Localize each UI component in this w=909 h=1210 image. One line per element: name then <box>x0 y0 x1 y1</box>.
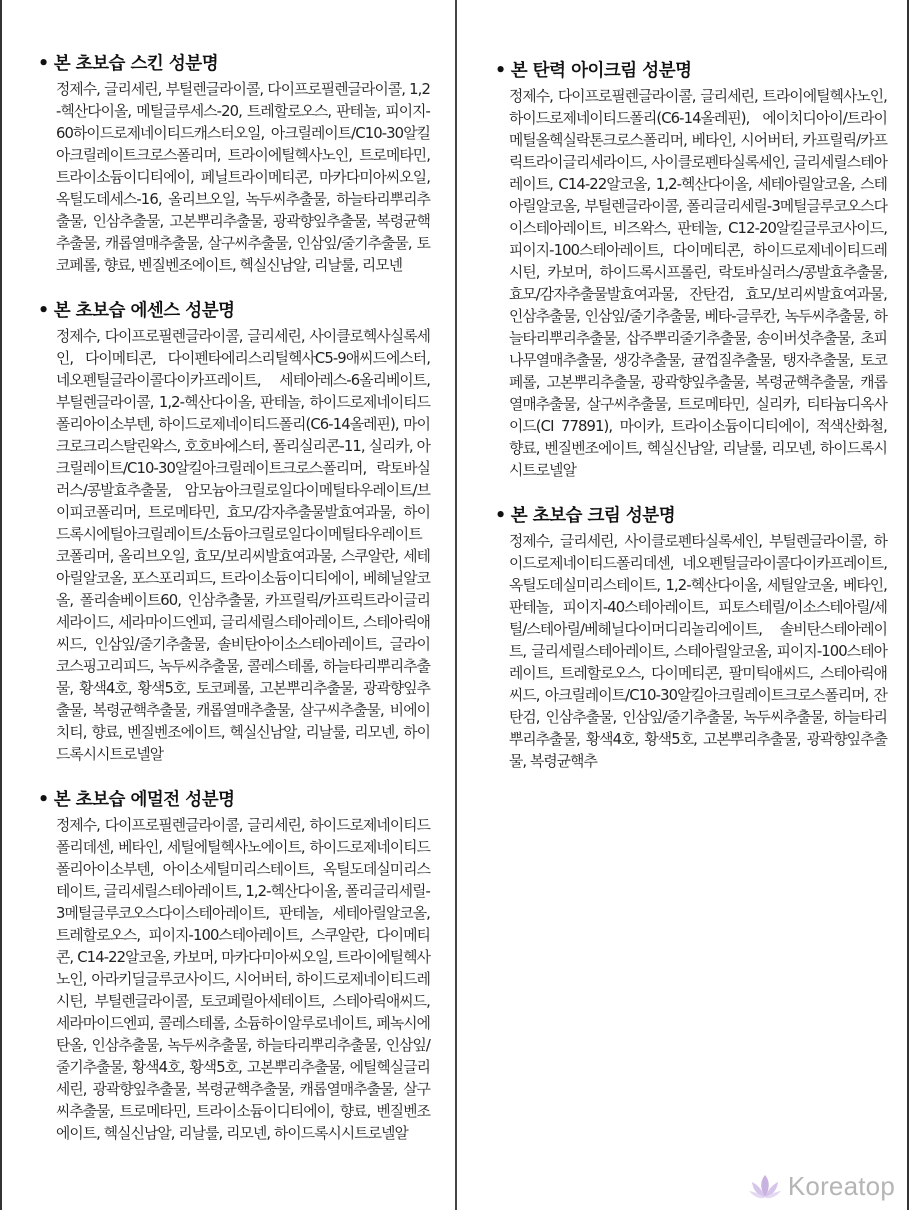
section-emulsion <box>38 788 430 1145</box>
section-eye-cream <box>495 59 887 482</box>
section-skin <box>38 52 430 277</box>
section-title: 본 초보습 에센스 성분명 <box>53 301 235 321</box>
right-column <box>495 59 887 795</box>
ingredients-text: 정제수, 다이프로필렌글라이콜, 글리세린, 트라이에틸헥사노인, 하이드로제네이티드폴리(C6-14올레핀), 에이치디아이/트라이메틸올헥실락톤크로스폴리머, 베타인, 시어버터, 카프릴릭/카프릭트라이글리세라이드, 사이클로펜타실록세인, 글리세릴스테아레이트, C14-22알코올, 1,2-헥산다이올, 세테아릴알코올, 스테아릴알코올, 부틸렌글라이콜, 폴리글리세릴-3메틸글루코오스다이스테아레이트, 비즈왁스, 판테놀, C12-20알킬글루코사이드, 피이지-100스테아레이트, 다이메티콘, 하이드로제네이티드레시틴, 카보머, 하이드록시프롤린, 락토바실러스/콩발효추출물, 효모/감자추출물발효여과물, 잔탄검, 효모/보리씨발효여과물, 인삼추출물, 인삼잎/줄기추출물, 베타-글루칸, 녹두씨추출물, 하늘타리뿌리추출물, 삽주뿌리줄기추출물, 송이버섯추출물, 초피나무열매추출물, 생강추출물, 귤껍질추출물, 탱자추출물, 토코페롤, 고본뿌리추출물, 광곽향잎추출물, 복령균핵추출물, 캐롭열매추출물, 살구씨추출물, 트로메타민, 실리카, 티타늄디옥사이드(CI 77891), 마이카, 트라이소듐이디티에이, 적색산화철, 향료, 벤질벤조에이트, 헥실신남알, 리날룰, 리모넨, 하이드록시시트로넬알 <box>509 88 887 479</box>
ingredients-text: 정제수, 다이프로필렌글라이콜, 글리세린, 하이드로제네이티드폴리데센, 베타인, 세틸에틸헥사노에이트, 하이드로제네이티드폴리아이소부텐, 아이소세틸미리스테이트, 옥틸도데실미리스테이트, 글리세릴스테아레이트, 1,2-헥산다이올, 폴리글리세릴-3메틸글루코오스다이스테아레이트, 판테놀, 세테아릴알코올, 트레할로오스, 피이지-100스테아레이트, 스쿠알란, 다이메티콘, C14-22알코올, 카보머, 마카다미아씨오일, 트라이에틸헥사노인, 아라키딜글루코사이드, 시어버터, 하이드로제네이티드레시틴, 부틸렌글라이콜, 토코페릴아세테이트, 스테아릭애씨드, 세라마이드엔피, 콜레스테롤, 소듐하이알루로네이트, 페녹시에탄올, 인삼추출물, 녹두씨추출물, 하늘타리뿌리추출물, 인삼잎/줄기추출물, 황색4호, 황색5호, 고본뿌리추출물, 에틸헥실글리세린, 광곽향잎추출물, 복령균핵추출물, 캐롭열매추출물, 살구씨추출물, 트로메타민, 트라이소듐이디티에이, 향료, 벤질벤조에이트, 헥실신남알, 리날룰, 리모넨, 하이드록시시트로넬알 <box>56 817 430 1142</box>
section-heading <box>495 504 887 528</box>
bullet-icon: • <box>38 301 49 321</box>
column-divider <box>455 0 457 1210</box>
bullet-icon: • <box>495 506 506 526</box>
ingredients-text: 정제수, 다이프로필렌글라이콜, 글리세린, 사이클로헥사실록세인, 다이메티콘, 다이펜타에리스리틸헥사C5-9애씨드에스터, 네오펜틸글라이콜다이카프레이트, 세테아레스-6올리베이트, 부틸렌글라이콜, 1,2-헥산다이올, 판테놀, 하이드로제네이티드폴리아이소부텐, 하이드로제네이티드폴리(C6-14올레핀), 마이크로크리스탈린왁스, 호호바에스터, 폴리실리콘-11, 실리카, 아크릴레이트/C10-30알킬아크릴레이트크로스폴리머, 락토바실러스/콩발효추출물, 암모늄아크릴로일다이메틸타우레이트/브이피코폴리머, 트로메타민, 효모/감자추출물발효여과물, 하이드록시에틸아크릴레이트/소듐아크릴로일다이메틸타우레이트코폴리머, 올리브오일, 효모/보리씨발효여과물, 스쿠알란, 세테아릴알코올, 포스포리피드, 트라이소듐이디티에이, 베헤닐알코올, 폴리솔베이트60, 인삼추출물, 카프릴릭/카프릭트라이글리세라이드, 세라마이드엔피, 글리세릴스테아레이트, 스테아릭애씨드, 인삼잎/줄기추출물, 솔비탄아이소스테아레이트, 글라이코스핑고리피드, 녹두씨추출물, 콜레스테롤, 하늘타리뿌리추출물, 황색4호, 황색5호, 토코페롤, 고본뿌리추출물, 광곽향잎추출물, 복령균핵추출물, 캐롭열매추출물, 살구씨추출물, 비에이치티, 향료, 벤질벤조에이트, 헥실신남알, 리날룰, 리모넨, 하이드록시시트로넬알 <box>56 328 430 763</box>
bullet-icon: • <box>38 54 49 74</box>
ingredients-text: 정제수, 글리세린, 사이클로펜타실록세인, 부틸렌글라이콜, 하이드로제네이티드폴리데센, 네오펜틸글라이콜다이카프레이트, 옥틸도데실미리스테이트, 1,2-헥산다이올, 세틸알코올, 베타인, 판테놀, 피이지-40스테아레이트, 피토스테릴/이소스테아릴/세틸/스테아릴/베헤닐다이머디리놀리에이트, 솔비탄스테아레이트, 글리세릴스테아레이트, 스테아릴알코올, 피이지-100스테아레이트, 트레할로오스, 다이메티콘, 팔미틱애씨드, 스테아릭애씨드, 아크릴레이트/C10-30알킬아크릴레이트크로스폴리머, 잔탄검, 인삼추출물, 인삼잎/줄기추출물, 녹두씨추출물, 하늘타리뿌리추출물, 황색4호, 황색5호, 고본뿌리추출물, 광곽향잎추출물, 복령균핵추 <box>509 533 887 770</box>
bullet-icon: • <box>38 790 49 810</box>
watermark-text: Koreatop <box>787 1171 895 1201</box>
section-heading <box>38 52 430 76</box>
section-heading <box>38 788 430 812</box>
section-title: 본 탄력 아이크림 성분명 <box>510 61 692 81</box>
section-title: 본 초보습 크림 성분명 <box>510 506 676 526</box>
section-cream <box>495 504 887 773</box>
section-heading <box>495 59 887 83</box>
page-border-left <box>0 0 2 1210</box>
lotus-icon <box>748 1173 782 1201</box>
watermark <box>748 1171 895 1202</box>
ingredients-text: 정제수, 글리세린, 부틸렌글라이콜, 다이프로필렌글라이콜, 1,2-헥산다이올, 메틸글루세스-20, 트레할로오스, 판테놀, 피이지-60하이드로제네이티드캐스터오일, 아크릴레이트/C10-30알킬아크릴레이트크로스폴리머, 트라이에틸헥사노인, 트로메타민, 트라이소듐이디티에이, 페닐트라이메티콘, 마카다미아씨오일, 옥틸도데세스-16, 올리브오일, 녹두씨추출물, 하늘타리뿌리추출물, 인삼추출물, 고본뿌리추출물, 광곽향잎추출물, 복령균핵추출물, 캐롭열매추출물, 살구씨추출물, 인삼잎/줄기추출물, 토코페롤, 향료, 벤질벤조에이트, 헥실신남알, 리날룰, 리모넨 <box>56 81 430 274</box>
section-title: 본 초보습 스킨 성분명 <box>53 54 219 74</box>
bullet-icon: • <box>495 61 506 81</box>
section-title: 본 초보습 에멀전 성분명 <box>53 790 235 810</box>
section-essence <box>38 299 430 766</box>
left-column <box>38 52 430 1167</box>
section-heading <box>38 299 430 323</box>
